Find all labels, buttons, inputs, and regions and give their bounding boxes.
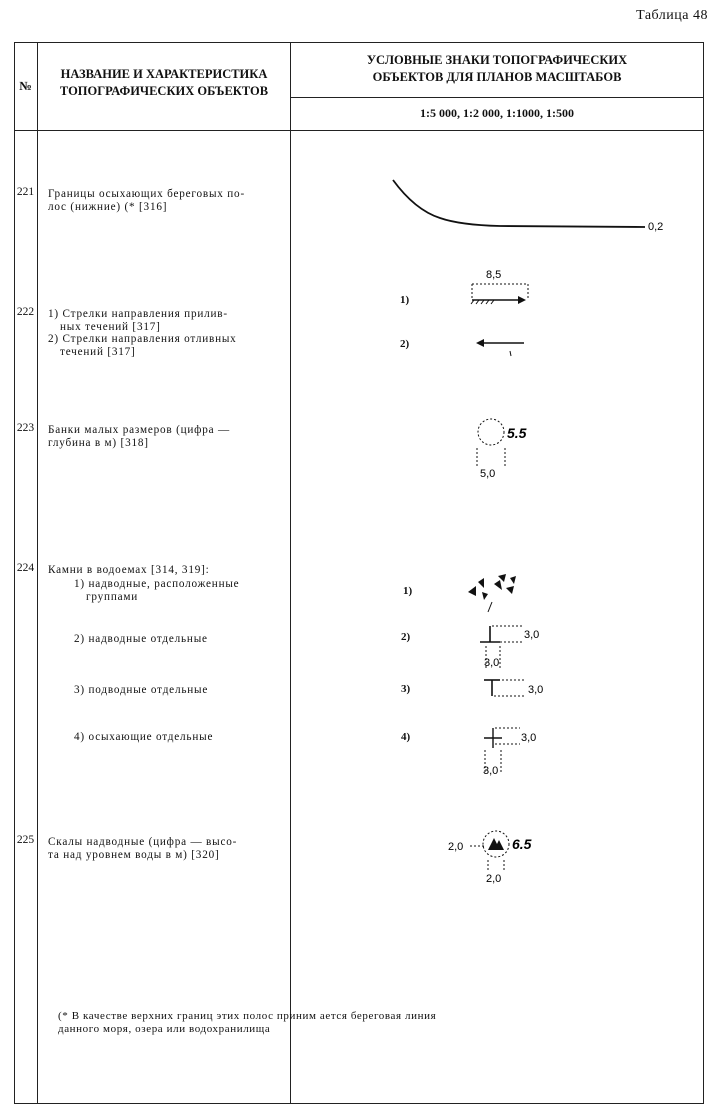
row-description (48, 836, 237, 861)
header-scales: 1:5 000, 1:2 000, 1:1000, 1:500 (420, 106, 574, 120)
item-marker: 1) (403, 585, 413, 597)
rock-symbol (444, 824, 554, 888)
dimension-label: 3,0 (483, 765, 499, 777)
footnote-line: (* В качестве верхних границ этих полос приним ается береговая линия (58, 1010, 437, 1022)
dimension-label: 2,0 (448, 841, 464, 853)
description-line: глубина в м) [318] (48, 436, 149, 449)
stone-group-symbol (462, 572, 532, 617)
row-description (48, 424, 230, 449)
description-line: 1) Стрелки направления прилив- (48, 308, 228, 320)
dimension-label: 3,0 (524, 629, 540, 641)
header-name-line2: ТОПОГРАФИЧЕСКИХ ОБЪЕКТОВ (59, 84, 269, 98)
item-marker: 2) (401, 631, 411, 643)
header-name (38, 66, 290, 100)
depth-value: 5.5 (507, 425, 527, 441)
item-marker: 3) (401, 683, 411, 695)
tidal-arrow-symbols (460, 266, 550, 366)
item-marker: 2) (400, 338, 410, 350)
subitem-description: 4) осыхающие отдельные (74, 731, 214, 743)
dimension-label: 2,0 (486, 873, 502, 885)
description-line: ных течений [317] (60, 320, 161, 333)
dimension-label: 5,0 (480, 468, 496, 480)
row-description (48, 308, 237, 358)
row-number: 225 (16, 834, 35, 846)
description-line: Скалы надводные (цифра — высо- (48, 836, 238, 848)
header-sign-line1: УСЛОВНЫЕ ЗНАКИ ТОПОГРАФИЧЕСКИХ (366, 53, 628, 67)
header-number: № (19, 79, 32, 93)
subitem-description (74, 578, 239, 603)
description-line: та над уровнем воды в м) [320] (48, 848, 220, 861)
dimension-label: 3,0 (484, 657, 500, 669)
table-caption: Таблица 48 (636, 8, 708, 23)
height-value: 6.5 (512, 836, 532, 852)
row-description: Камни в водоемах [314, 319]: (48, 564, 210, 576)
description-line: 1) надводные, расположенные (74, 578, 240, 590)
dimension-label: 8,5 (486, 269, 502, 281)
dimension-label: 3,0 (521, 732, 537, 744)
item-marker: 4) (401, 731, 411, 743)
subitem-description: 3) подводные отдельные (74, 684, 209, 696)
row-number: 224 (16, 562, 35, 574)
row-description (48, 188, 245, 213)
row-number: 223 (16, 422, 35, 434)
stone-drying-symbol (470, 724, 570, 780)
header-sign (291, 52, 703, 86)
header-sign-line2: ОБЪЕКТОВ ДЛЯ ПЛАНОВ МАСШТАБОВ (372, 70, 622, 84)
description-line: 2) Стрелки направления отливных (48, 333, 237, 345)
footnote-line: данного моря, озера или водохранилища (58, 1023, 271, 1035)
description-line: лос (нижние) (* [316] (48, 200, 168, 213)
row-number: 221 (16, 186, 35, 198)
stone-underwater-symbol (470, 676, 570, 704)
footnote (58, 1010, 436, 1036)
description-line: течений [317] (60, 345, 136, 358)
description-line: группами (86, 590, 139, 603)
row-number: 222 (16, 306, 35, 318)
description-line: Границы осыхающих береговых по- (48, 188, 245, 200)
stone-single-symbol (470, 622, 560, 682)
shore-boundary-symbol (380, 170, 700, 240)
header-name-line1: НАЗВАНИЕ И ХАРАКТЕРИСТИКА (60, 67, 268, 81)
subitem-description: 2) надводные отдельные (74, 633, 208, 645)
dimension-label: 3,0 (528, 684, 544, 696)
item-marker: 1) (400, 294, 410, 306)
bank-symbol (460, 410, 570, 485)
description-line: Банки малых размеров (цифра — (48, 424, 230, 436)
dimension-label: 0,2 (648, 221, 664, 233)
